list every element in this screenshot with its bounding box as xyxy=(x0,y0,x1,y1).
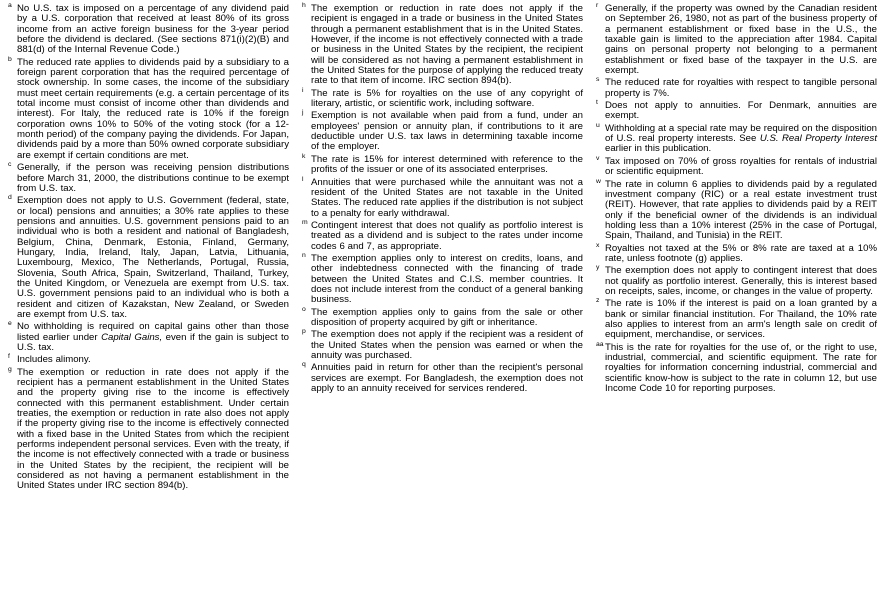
footnote-marker: k xyxy=(302,152,306,160)
footnote-marker: y xyxy=(596,264,600,272)
footnote-text: The exemption or reduction in rate does not apply if the recipient is engaged in a trade or business in the United States through a permanent establishment that is in the United States. However, if the income is not effectively connected with a trade or business in the United States by the recipient, the recipient will be considered as not having a permanent establishment in the United States for the purpose of applying the reduced treaty rate to that item of income. IRC section 894(b). xyxy=(311,3,583,87)
footnote-marker: d xyxy=(8,194,12,202)
footnote-marker: h xyxy=(302,2,306,9)
footnote-o xyxy=(302,305,583,329)
footnote-k xyxy=(302,152,583,176)
footnote-i xyxy=(302,86,583,110)
footnote-u xyxy=(596,121,877,155)
footnote-d xyxy=(8,196,289,320)
footnote-text: Generally, if the property was owned by the Canadian resident on September 26, 1980, not as part of the business property of a permanent establishment or fixed base in the U.S., the taxable gain is limited to the appreciation after 1984. Capital gains on personal property not belonging to a permanent establishment or fixed base of the taxpayer in the U.S. are exempt. xyxy=(605,3,877,77)
footnote-text: The exemption does not apply if the recipient was a resident of the United States when the pension was earned or when the annuity was purchased. xyxy=(311,329,583,361)
footnote-marker: e xyxy=(8,320,12,328)
footnote-s xyxy=(596,78,877,99)
footnote-t xyxy=(596,101,877,122)
footnote-text: The rate is 10% if the interest is paid on a loan granted by a bank or similar financial institution. For Thailand, the 10% rate also applies to interest from an arm's length sale on credit of equipment, merchandise, or services. xyxy=(605,298,877,341)
footnote-aa xyxy=(596,340,877,395)
footnote-text: Annuities paid in return for other than the recipient's personal services are exempt. For Bangladesh, the exemption does not apply to an annuity received for services rendered. xyxy=(311,362,583,395)
footnote-z xyxy=(596,299,877,340)
footnote-marker: q xyxy=(302,361,306,369)
footnote-marker: f xyxy=(8,353,10,361)
footnote-marker: n xyxy=(302,251,306,259)
footnote-marker: l xyxy=(302,175,304,183)
footnote-marker: g xyxy=(8,365,12,373)
footnote-e xyxy=(8,322,289,353)
footnote-p xyxy=(302,330,583,361)
footnote-a xyxy=(8,4,289,56)
footnote-marker: b xyxy=(8,55,12,63)
footnote-f xyxy=(8,355,289,365)
footnote-marker: w xyxy=(596,177,601,185)
footnote-r xyxy=(596,4,877,76)
footnote-marker: i xyxy=(302,86,304,94)
footnote-text: The reduced rate applies to dividends paid by a subsidiary to a foreign parent corporation that has the required percentage of stock ownership. In some cases, the income of the subsidiary must meet certain requirements (e.g. a certain percentage of its total income must consist of income other than dividends and interest). For Italy, the reduced rate is 10% if the foreign corporation owns 10% to 50% of the voting stock (for a 12-month period) of the company paying the dividends. For Japan, dividends paid by a more than 50% owned corporate subsidiary are exempt if certain conditions are met. xyxy=(17,56,289,161)
footnote-n xyxy=(302,251,583,306)
footnote-text: Annuities that were purchased while the annuitant was not a resident of the United States are not taxable in the United States. The reduced rate applies if the distribution is not subject to a penalty for early withdrawal. xyxy=(311,176,583,219)
footnote-marker: u xyxy=(596,121,600,129)
footnote-text: No U.S. tax is imposed on a percentage of any dividend paid by a U.S. corporation that received at least 80% of its gross income from an active foreign business for the 3-year period before the dividend is declared. (See sections 871(i)(2)(B) and 881(d) of the Internal Revenue Code.) xyxy=(17,3,289,56)
footnote-h xyxy=(302,4,583,87)
footnote-marker: s xyxy=(596,76,600,84)
footnote-text: The exemption or reduction in rate does not apply if the recipient has a permanent establishment in the United States and the property giving rise to the income is effectively connected with this permanent establishment. Under certain treaties, the exemption or reduction in rate also does not apply if the property giving rise to the income is effectively connected with a fixed base in the United States from which the recipient performs independent personal services. Even with the treaty, if the income is not effectively connected with a trade or business in the United States by the recipient, the recipient will be considered as not having a permanent establishment in the United States under IRC section 894(b). xyxy=(17,366,289,492)
footnote-text: Includes alimony. xyxy=(17,354,91,366)
footnote-marker: a xyxy=(8,2,12,9)
footnote-text: This is the rate for royalties for the use of, or the right to use, industrial, commercial, and scientific equipment. The rate for royalties for information concerning industrial, commercial and scientific know-how is subject to the rate in column 12, but use Income Code 10 for reporting purposes. xyxy=(605,341,877,395)
footnote-marker: v xyxy=(596,154,600,162)
footnote-marker: t xyxy=(596,99,598,107)
footnote-c xyxy=(8,163,289,194)
footnote-text: No withholding is required on capital gains other than those listed earlier under Capital Gains, even if the gain is subject to U.S. tax. xyxy=(17,321,289,353)
footnote-j xyxy=(302,111,583,152)
footnote-v xyxy=(596,154,877,178)
footnote-marker: c xyxy=(8,161,12,169)
footnote-text: The exemption applies only to interest on credits, loans, and other indebtedness connected with the financing of trade between the United States and C.I.S. member countries. It does not include interest from the conduct of a general banking business. xyxy=(311,252,583,306)
footnote-text: Does not apply to annuities. For Denmark, annuities are exempt. xyxy=(605,100,877,122)
footnote-marker: aa xyxy=(596,340,604,348)
footnote-column-1 xyxy=(8,4,289,589)
footnote-l xyxy=(302,175,583,219)
footnote-text: Tax imposed on 70% of gross royalties for rentals of industrial or scientific equipment. xyxy=(605,155,877,178)
footnote-text: The rate in column 6 applies to dividends paid by a regulated investment company (RIC) or a real estate investment trust (REIT). However, that rate applies to dividends paid by a REIT only if the beneficial owner of the dividends is an individual holding less than a 10% interest (25% in the case of Portugal, Spain, Thailand, and Tunisia) in the REIT. xyxy=(605,178,877,242)
footnote-column-2 xyxy=(302,4,583,589)
footnote-text: The exemption does not apply to contingent interest that does not qualify as portfolio interest. Generally, this is interest based on receipts, sales, income, or changes in the value of property. xyxy=(605,265,877,297)
footnote-text: Exemption does not apply to U.S. Government (federal, state, or local) pensions and annuities; a 30% rate applies to these pensions and annuities. U.S. government pensions paid to an individual who is both a resident and national of Bangladesh, Belgium, China, Denmark, Estonia, Finland, Germany, Hungary, India, Ireland, Italy, Japan, Latvia, Lithuania, Luxembourg, Mexico, The Netherlands, Portugal, Russia, Slovenia, South Africa, Spain, Switzerland, Thailand, Turkey, the United Kingdom, or Venezuela are exempt from U.S. tax. U.S. government pensions paid to an individual who is both a resident and citizen of Kazakstan, New Zealand, or Sweden are exempt from U.S. tax. xyxy=(17,195,289,320)
footnote-text: The rate is 15% for interest determined with reference to the profits of the issuer or one of its associated enterprises. xyxy=(311,153,583,176)
footnote-marker: x xyxy=(596,241,600,249)
footnote-w xyxy=(596,177,877,242)
footnote-marker: j xyxy=(302,109,304,117)
footnote-column-3 xyxy=(596,4,877,589)
footnote-text: The rate is 5% for royalties on the use of any copyright of literary, artistic, or scientific work, including software. xyxy=(311,87,583,110)
footnote-marker: z xyxy=(596,297,600,305)
footnote-text: Withholding at a special rate may be required on the disposition of U.S. real property interests. See U.S. Real Property Interest earlier in this publication. xyxy=(605,122,877,155)
footnote-text: Contingent interest that does not qualify as portfolio interest is treated as a dividend and is subject to the rates under income codes 6 and 7, as appropriate. xyxy=(311,219,583,252)
footnote-x xyxy=(596,241,877,265)
footnote-text: The reduced rate for royalties with respect to tangible personal property is 7%. xyxy=(605,77,877,99)
footnote-m xyxy=(302,218,583,252)
footnote-text: Royalties not taxed at the 5% or 8% rate are taxed at a 10% rate, unless footnote (g) applies. xyxy=(605,242,877,264)
footnote-marker: m xyxy=(302,218,308,226)
footnote-marker: p xyxy=(302,328,306,336)
footnote-b xyxy=(8,55,289,161)
footnote-g xyxy=(8,365,289,492)
footnote-text: Exemption is not available when paid from a fund, under an employees' pension or annuity plan, if contributions to it are deductible under U.S. tax laws in determining taxable income of the employer. xyxy=(311,110,583,153)
footnote-text: Generally, if the person was receiving pension distributions before March 31, 2000, the distributions continue to be exempt from U.S. tax. xyxy=(17,162,289,194)
footnote-text: The exemption applies only to gains from the sale or other disposition of property acquired by gift or inheritance. xyxy=(311,306,583,328)
footnote-y xyxy=(596,266,877,297)
footnote-marker: r xyxy=(596,2,599,9)
footnote-q xyxy=(302,363,583,394)
footnote-marker: o xyxy=(302,305,306,313)
